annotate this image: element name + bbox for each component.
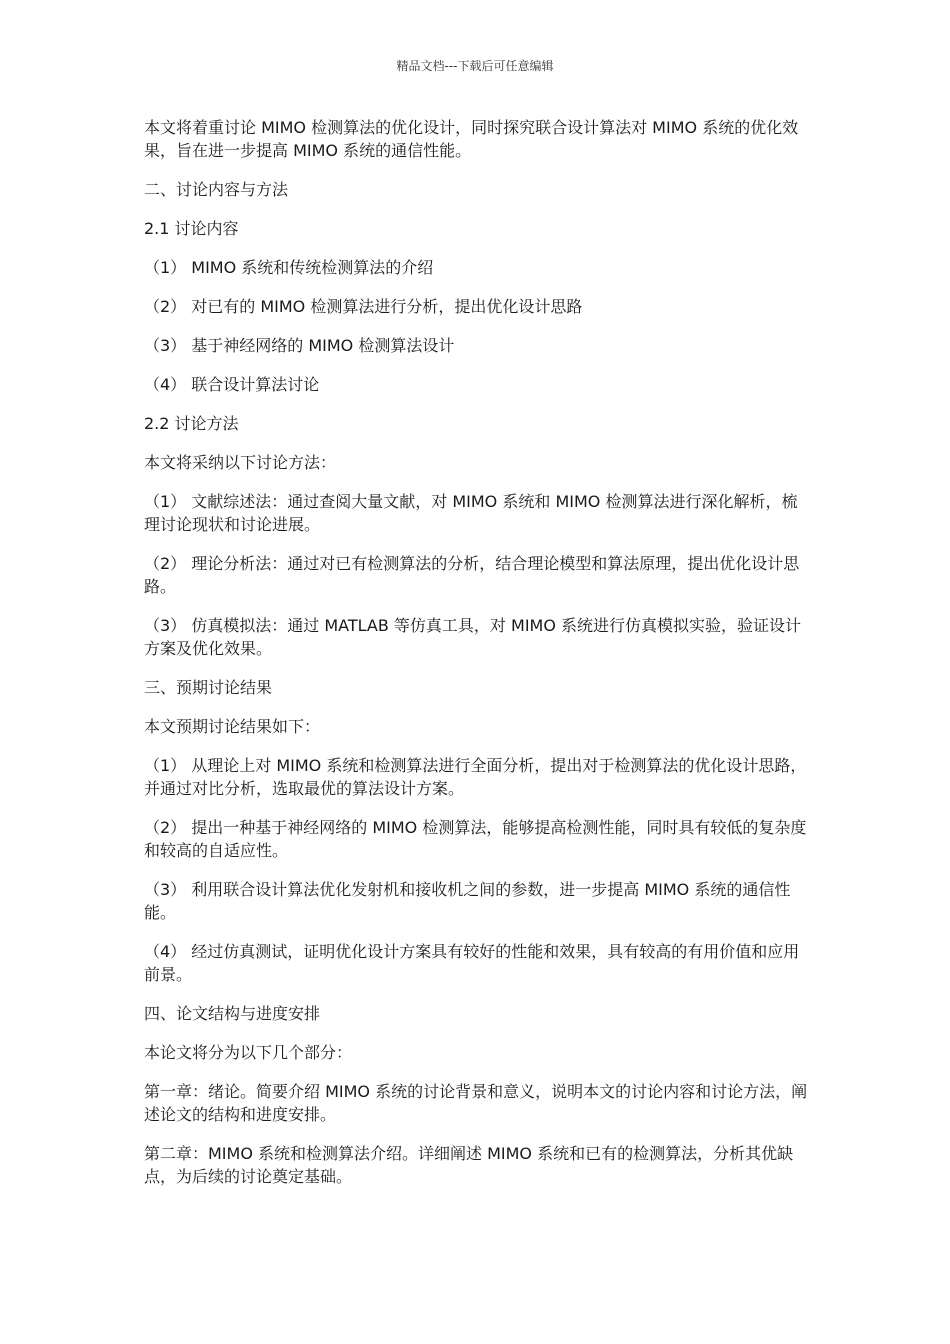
section-heading-4: 四、论文结构与进度安排 (144, 1004, 321, 1023)
paragraph-methods-intro: 本文将采纳以下讨论方法： (144, 453, 337, 472)
section-heading-2: 二、讨论内容与方法 (144, 180, 289, 199)
list-item: （2） 理论分析法：通过对已有检测算法的分析，结合理论模型和算法原理，提出优化设计思路。 (144, 554, 800, 596)
list-item: （1） 文献综述法：通过查阅大量文献，对 MIMO 系统和 MIMO 检测算法进行深化解析，梳理讨论现状和讨论进展。 (144, 492, 798, 534)
document-body (144, 116, 809, 1204)
paragraph-chapter-2: 第二章：MIMO 系统和检测算法介绍。详细阐述 MIMO 系统和已有的检测算法，分析其优缺点，为后续的讨论奠定基础。 (144, 1144, 794, 1186)
paragraph-intro: 本文将着重讨论 MIMO 检测算法的优化设计，同时探究联合设计算法对 MIMO 系统的优化效果，旨在进一步提高 MIMO 系统的通信性能。 (144, 118, 799, 160)
section-heading-3: 三、预期讨论结果 (144, 678, 273, 697)
list-item: （2） 对已有的 MIMO 检测算法进行分析，提出优化设计思路 (144, 297, 583, 316)
list-item: （3） 基于神经网络的 MIMO 检测算法设计 (144, 336, 455, 355)
paragraph-structure-intro: 本论文将分为以下几个部分： (144, 1043, 353, 1062)
subsection-heading-2-1: 2.1 讨论内容 (144, 219, 239, 238)
paragraph-chapter-1: 第一章：绪论。简要介绍 MIMO 系统的讨论背景和意义，说明本文的讨论内容和讨论方法，阐述论文的结构和进度安排。 (144, 1082, 808, 1124)
list-item: （2） 提出一种基于神经网络的 MIMO 检测算法，能够提高检测性能，同时具有较低的复杂度和较高的自适应性。 (144, 818, 807, 860)
paragraph-results-intro: 本文预期讨论结果如下： (144, 717, 321, 736)
subsection-heading-2-2: 2.2 讨论方法 (144, 414, 239, 433)
list-item: （1） 从理论上对 MIMO 系统和检测算法进行全面分析，提出对于检测算法的优化设计思路，并通过对比分析，选取最优的算法设计方案。 (144, 756, 807, 798)
list-item: （3） 利用联合设计算法优化发射机和接收机之间的参数，进一步提高 MIMO 系统的通信性能。 (144, 880, 791, 922)
list-item: （4） 经过仿真测试，证明优化设计方案具有较好的性能和效果，具有较高的有用价值和应用前景。 (144, 942, 800, 984)
list-item: （1） MIMO 系统和传统检测算法的介绍 (144, 258, 434, 277)
list-item: （3） 仿真模拟法：通过 MATLAB 等仿真工具，对 MIMO 系统进行仿真模拟实验，验证设计方案及优化效果。 (144, 616, 802, 658)
page-header: 精品文档---下载后可任意编辑 (396, 59, 554, 73)
list-item: （4） 联合设计算法讨论 (144, 375, 320, 394)
